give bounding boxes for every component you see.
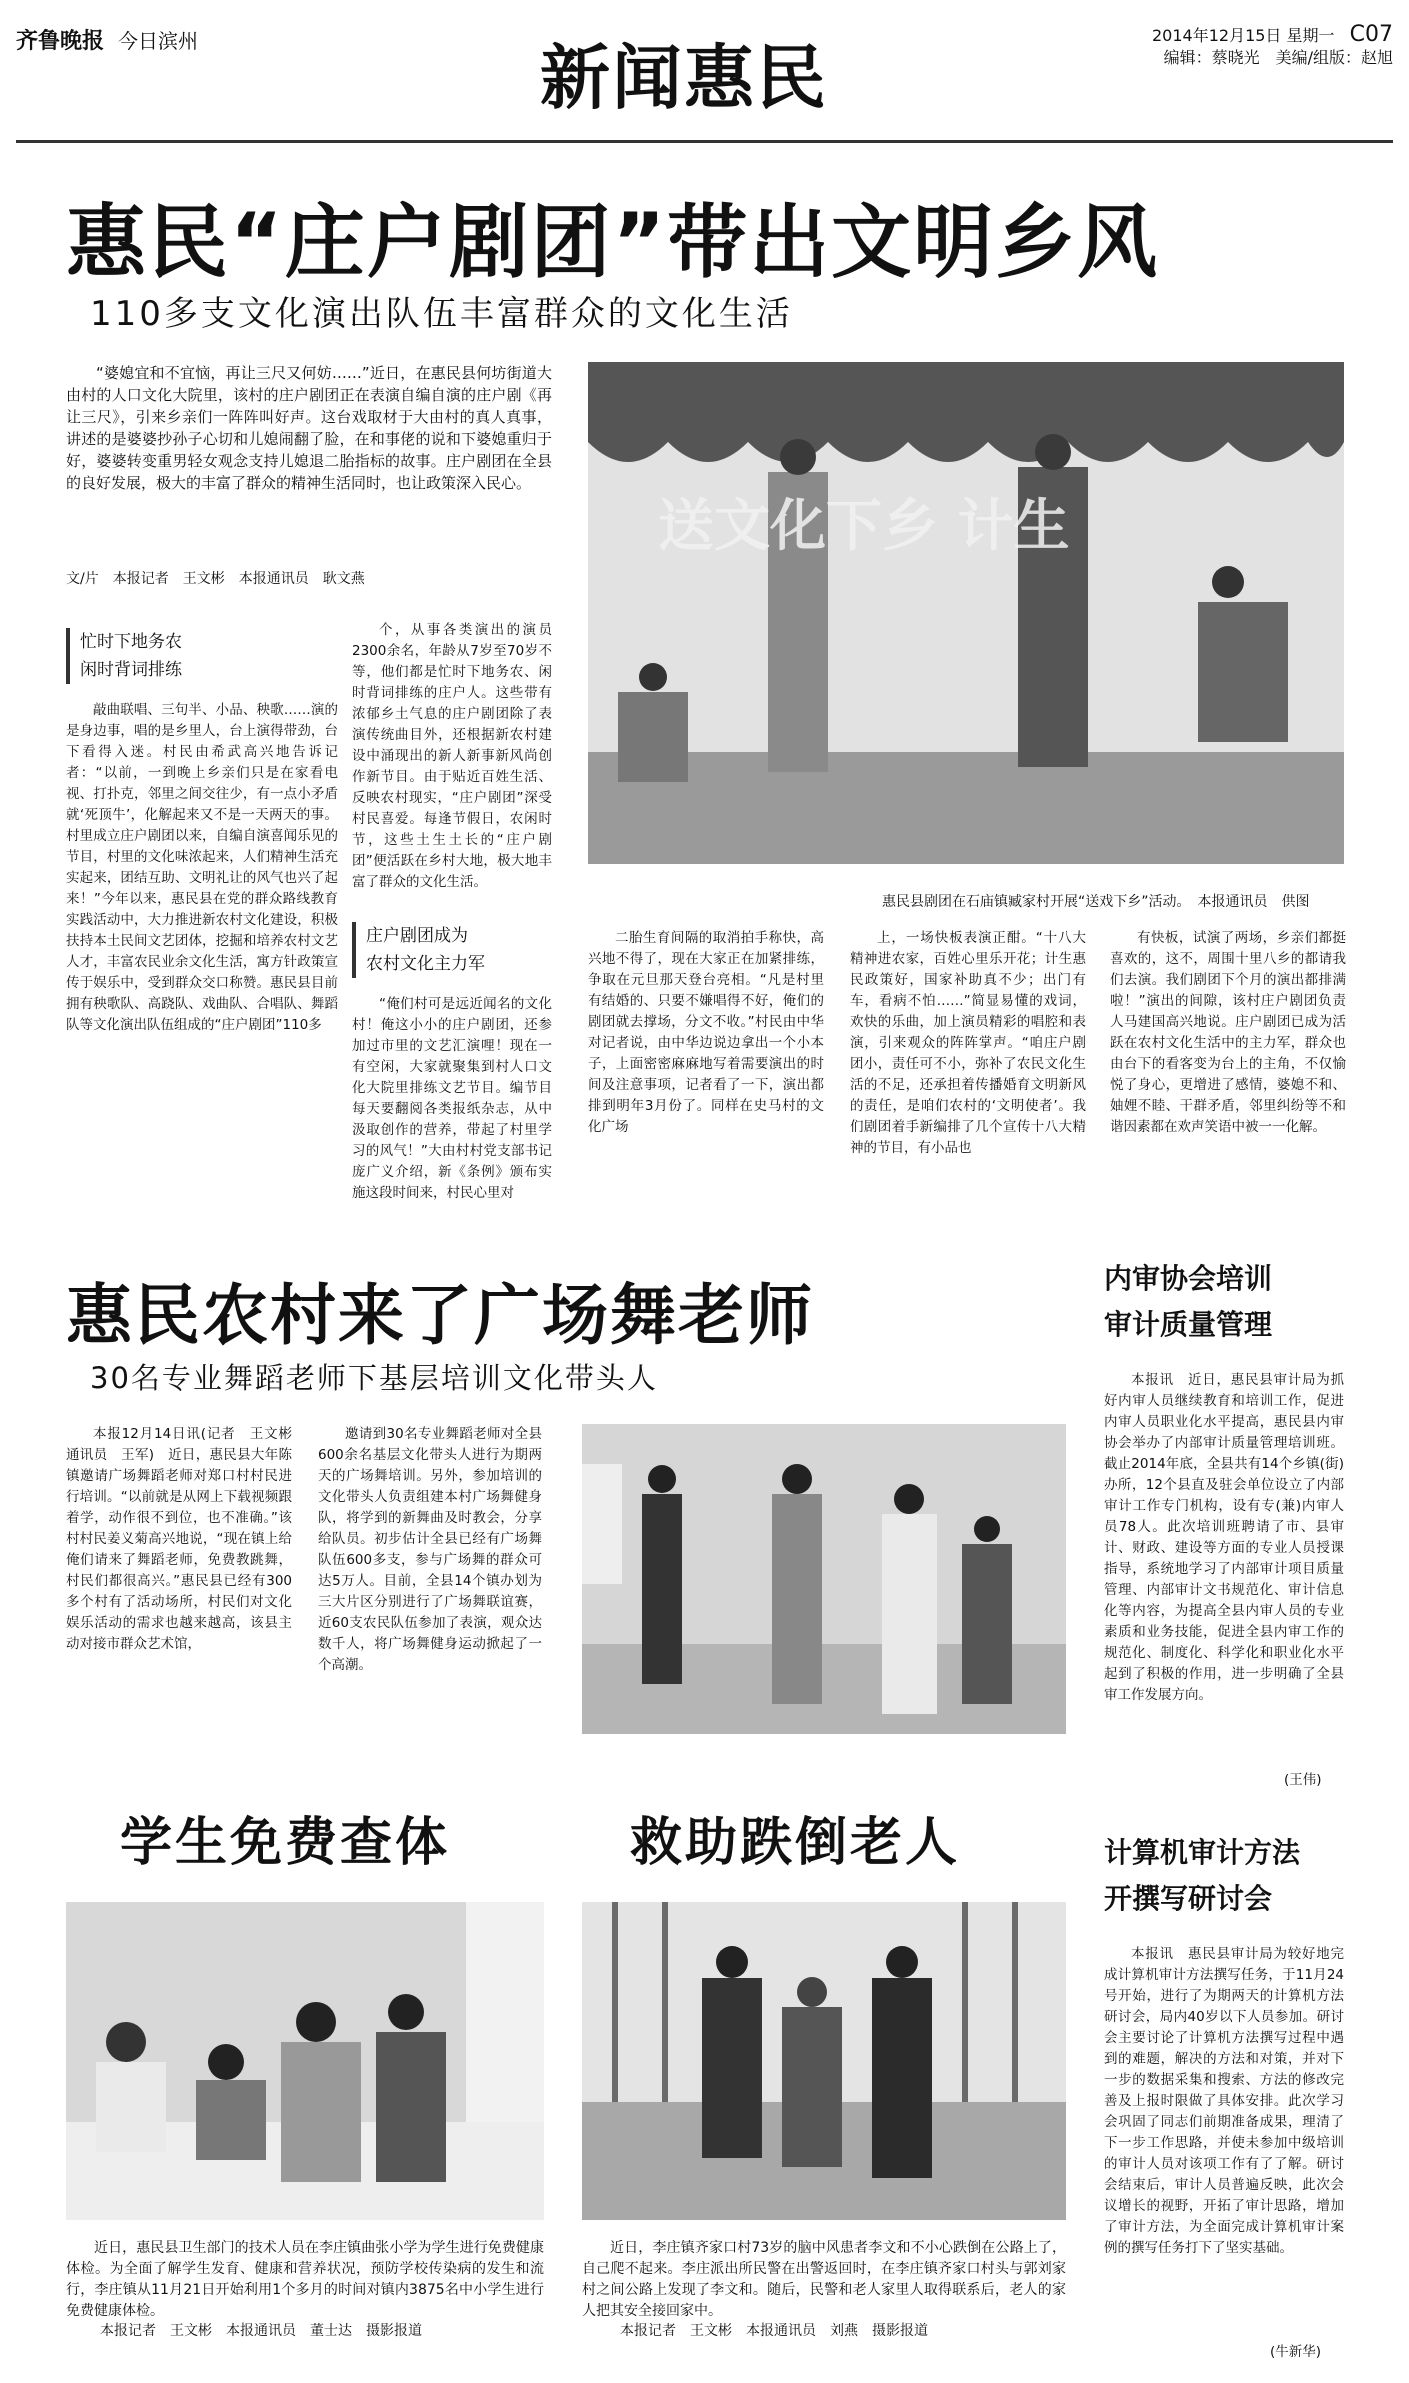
- story1-subhead-2: 庄户剧团成为 农村文化主力军: [352, 922, 556, 978]
- story6-author: (牛新华): [1270, 2344, 1322, 2360]
- story1-subhead-1: 忙时下地务农 闲时背词排练: [66, 628, 230, 684]
- story2-col-1: 本报12月14日讯(记者 王文彬 通讯员 王军) 近日，惠民县大年陈镇邀请广场舞蹈老师对郑口村村民进行培训。“以前就是从网上下载视频跟着学，动作很不到位，也不准确。”该村村民姜义菊高兴地说，“现在镇上给俺们请来了舞蹈老师，免费教跳舞，村民们都很高兴。”惠民县已经有300多个村有了活动场所，村民们对文化娱乐活动的需求也越来越高，该县主动对接市群众艺术馆，: [66, 1426, 306, 1652]
- dateline: [1152, 24, 1393, 69]
- story6-headline: 计算机审计方法 开撰写研讨会: [1104, 1836, 1301, 1915]
- story3-headline: 内审协会培训 审计质量管理: [1104, 1262, 1273, 1341]
- story6-body: 本报讯 惠民县审计局为较好地完成计算机审计方法撰写任务，于11月24号开始，进行了为期两天的计算机方法研讨会，局内40岁以下人员参加。研讨会主要讨论了计算机方法撰写过程中遇到的难题，解决的方法和对策，并对下一步的数据采集和搜索、方法的修改完善及上报时限做了具体安排。此次学习会巩固了同志们前期准备成果，理清了下一步工作思路，并使未参加中级培训的审计人员对该项工作有了了解。研讨会结束后，审计人员普遍反映，此次会议增长的视野，开拓了审计思路，增加了审计方法，为全面完成计算机审计案例的撰写任务打下了坚实基础。: [1104, 1946, 1344, 2256]
- story1-col-4: 上，一场快板表演正酣。“十八大精神进农家，百姓心里乐开花；计生惠民政策好，国家补助真不少；出门有车，看病不怕……”简显易懂的戏词，欢快的乐曲，加上演员精彩的唱腔和表演，引来观众的阵阵掌声。“咱庄户剧团小，责任可不小，弥补了农民文化生活的不足，还承担着传播婚育文明新风的责任，是咱们农村的‘文明使者’。我们剧团着手新编排了几个宣传十八大精神的节目，有小品也: [850, 930, 1086, 1156]
- masthead-divider: [16, 140, 1393, 143]
- masthead-paper: [16, 24, 198, 55]
- story1-photo-caption: 惠民县剧团在石庙镇臧家村开展“送戏下乡”活动。 本报通讯员 供图: [882, 894, 1310, 910]
- section-label: 今日滨州: [118, 29, 199, 53]
- story1-col-2: 个，从事各类演出的演员2300余名，年龄从7岁至70岁不等，他们都是忙时下地务农、闲时背词排练的庄户人。这些带有浓郁乡土气息的庄户剧团除了表演传统曲目外，还根据新农村建设中涌现出的新人新事新风尚创作新节目。由于贴近百姓生活、反映农村现实，“庄户剧团”深受村民喜爱。每逢节假日，农闲时节，这些土生土长的“庄户剧团”便活跃在乡村大地，极大地丰富了群众的文化生活。: [352, 622, 552, 890]
- page-number: C07: [1349, 22, 1393, 47]
- stage-banner-text: 送文化下乡 计生: [658, 494, 1070, 559]
- story1-col-2b: “俺们村可是远近闻名的文化村！俺这小小的庄户剧团，还参加过市里的文艺汇演哩！现在一有空闲，大家就聚集到村人口文化大院里排练文艺节目。编节目每天要翻阅各类报纸杂志，从中汲取创作的营养，带起了村里学习的风气！”大由村村党支部书记庞广义介绍，新《条例》颁布实施这段时间来，村民心里对: [352, 996, 552, 1201]
- story1-lead: [66, 362, 552, 552]
- main-subheadline: 110多支文化演出队伍丰富群众的文化生活: [90, 294, 793, 334]
- story2-headline: 惠民农村来了广场舞老师: [66, 1277, 814, 1354]
- police-rescue-photo: [582, 1902, 1066, 2220]
- weekday: 星期一: [1286, 26, 1335, 45]
- section-title: 新闻惠民: [540, 36, 828, 119]
- story4-headline: 学生免费查体: [120, 1813, 451, 1873]
- main-headline: 惠民“庄户剧团”带出文明乡风: [66, 196, 1160, 289]
- story5-headline: 救助跌倒老人: [630, 1813, 961, 1873]
- story1-byline: 文/片 本报记者 王文彬 本报通讯员 耿文燕: [66, 571, 365, 587]
- paper-name: 齐鲁晚报: [16, 29, 105, 54]
- story2-col-2: 邀请到30名专业舞蹈老师对全县600余名基层文化带头人进行为期两天的广场舞培训。另外，参加培训的文化带头人负责组建本村广场舞健身队，将学到的新舞曲及时教会，分享给队员。初步估计全县已经有广场舞队伍600多支，参与广场舞的群众可达5万人。目前，全县14个镇办划为三大片区分别进行了广场舞联谊赛，近60支农民队伍参加了表演，观众达数千人，将广场舞健身运动掀起了一个高潮。: [318, 1426, 542, 1673]
- story1-col-1: 敲曲联唱、三句半、小品、秧歌……演的是身边事，唱的是乡里人，台上演得带劲，台下看得入迷。村民由希武高兴地告诉记者：“以前，一到晚上乡亲们只是在家看电视、打扑克，邻里之间交往少，有一点小矛盾就‘死顶牛’，化解起来又不是一天两天的事。村里成立庄户剧团以来，自编自演喜闻乐见的节目，村里的文化味浓起来，人们精神生活充实起来，团结互助、文明礼让的风气也兴了起来！”今年以来，惠民县在党的群众路线教育实践活动中，大力推进新农村文化建设，积极扶持本土民间文艺团体，挖掘和培养农村文艺人才，丰富农民业余文化生活，寓方针政策宣传于娱乐中，受到群众交口称赞。惠民县目前拥有秧歌队、高跷队、戏曲队、合唱队、舞蹈队等文化演出队伍组成的“庄户剧团”110多: [66, 702, 338, 1033]
- story5-caption: 近日，李庄镇齐家口村73岁的脑中风患者李文和不小心跌倒在公路上了，自己爬不起来。李庄派出所民警在出警返回时，在李庄镇齐家口村头与郭刘家村之间公路上发现了李文和。随后，民警和老人家里人取得联系后，老人的家人把其安全接回家中。: [582, 2240, 1066, 2319]
- story1-col-3: 二胎生育间隔的取消拍手称快，高兴地不得了，现在大家正在加紧排练，争取在元旦那天登台亮相。“凡是村里有结婚的、只要不嫌唱得不好，俺们的剧团就去撑场，分文不收。”村民由中华对记者说，由中华边说边拿出一个小本子，上面密密麻麻地写着需要演出的时间及注意事项，记者看了一下，演出都排到明年3月份了。同样在史马村的文化广场: [588, 930, 824, 1135]
- story3-body: 本报讯 近日，惠民县审计局为抓好内审人员继续教育和培训工作，促进内审人员职业化水平提高，惠民县内审协会举办了内部审计质量管理培训班。截止2014年底，全县共有14个乡镇(街)办所，12个县直及驻会单位设立了内部审计工作专门机构，设有专(兼)内审人员78人。此次培训班聘请了市、县审计、财政、建设等方面的专业人员授课指导，系统地学习了内部审计项目质量管理、内部审计文书规范化、审计信息化等内容，为提高全县内审人员的专业素质和业务技能，促进全县内审工作的规范化、制度化、科学化和职业化水平起到了积极的作用，进一步明确了全县审工作发展方向。: [1104, 1372, 1344, 1703]
- editors: 编辑：蔡晓光 美编/组版：赵旭: [1163, 48, 1393, 67]
- stage-performance-photo: [588, 362, 1344, 864]
- story5-byline: 本报记者 王文彬 本报通讯员 刘燕 摄影报道: [620, 2323, 928, 2339]
- story4-byline: 本报记者 王文彬 本报通讯员 董士达 摄影报道: [100, 2323, 422, 2339]
- lead-text: “婆媳宜和不宜恼，再让三尺又何妨……”近日，在惠民县何坊街道大由村的人口文化大院里，该村的庄户剧团正在表演自编自演的庄户剧《再让三尺》，引来乡亲们一阵阵叫好声。这台戏取材于大由村的真人真事，讲述的是婆婆抄孙子心切和儿媳闹翻了脸，在和事佬的说和下婆媳重归于好，婆婆转变重男轻女观念支持儿媳退二胎指标的故事。庄户剧团在全县的良好发展，极大的丰富了群众的精神生活同时，也让政策深入民心。: [66, 364, 552, 492]
- date: 2014年12月15日: [1151, 26, 1282, 45]
- story3-author: (王伟): [1284, 1772, 1322, 1788]
- dance-class-photo: [582, 1424, 1066, 1734]
- health-check-photo: [66, 1902, 544, 2220]
- story2-subheadline: 30名专业舞蹈老师下基层培训文化带头人: [90, 1361, 658, 1395]
- story1-col-5: 有快板，试演了两场，乡亲们都挺喜欢的，这不，周围十里八乡的都请我们去演。我们剧团下个月的演出都排满啦！”演出的间隙，该村庄户剧团负责人马建国高兴地说。庄户剧团已成为活跃在农村文化生活中的主力军，群众也由台下的看客变为台上的主角，不仅愉悦了身心，更增进了感情，婆媳不和、妯娌不睦、干群矛盾，邻里纠纷等不和谐因素都在欢声笑语中被一一化解。: [1110, 930, 1346, 1135]
- story4-caption: 近日，惠民县卫生部门的技术人员在李庄镇曲张小学为学生进行免费健康体检。为全面了解学生发育、健康和营养状况，预防学校传染病的发生和流行，李庄镇从11月21日开始利用1个多月的时间对镇内3875名中小学生进行免费健康体检。: [66, 2240, 544, 2319]
